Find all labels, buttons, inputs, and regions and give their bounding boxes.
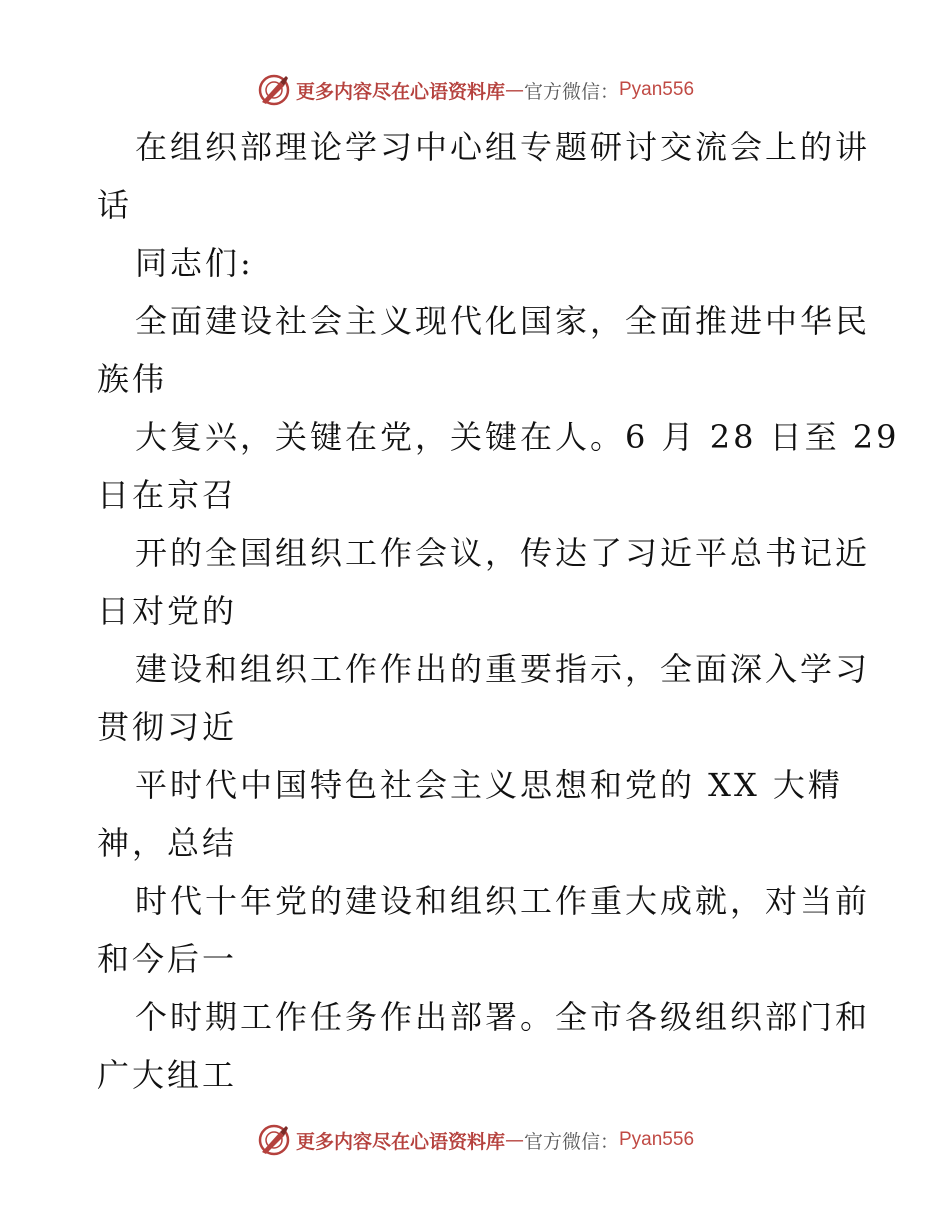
text-line: 和今后一 <box>97 940 238 978</box>
pen-logo-icon <box>256 72 292 108</box>
banner-separator: — <box>504 79 524 101</box>
text-line: 平时代中国特色社会主义思想和党的 XX 大精 <box>135 766 843 804</box>
text-line: 在组织部理论学习中心组专题研讨交流会上的讲 <box>135 128 871 166</box>
text-line: 日在京召 <box>97 476 238 514</box>
pen-logo-icon <box>256 1122 292 1158</box>
text-line: 广大组工 <box>97 1056 238 1094</box>
banner-wechat-label: 官方微信： <box>523 80 619 103</box>
banner-title: 更多内容尽在心语资料库 <box>295 1130 505 1153</box>
text-line: 全面建设社会主义现代化国家，全面推进中华民 <box>135 302 871 340</box>
banner-separator: — <box>504 1129 524 1151</box>
footer-watermark-banner <box>0 1120 950 1160</box>
text-line: 个时期工作任务作出部署。全市各级组织部门和 <box>135 998 871 1036</box>
text-line: 神，总结 <box>97 824 238 862</box>
banner-wechat-id: Pyan556 <box>619 79 695 100</box>
banner-title: 更多内容尽在心语资料库 <box>295 80 505 103</box>
banner-wechat-label: 官方微信： <box>523 1130 619 1153</box>
document-body <box>97 118 900 1104</box>
header-watermark-banner <box>0 70 950 110</box>
text-line: 开的全国组织工作会议，传达了习近平总书记近 <box>135 534 871 572</box>
text-line: 同志们: <box>135 244 254 282</box>
banner-wechat-id: Pyan556 <box>619 1129 695 1150</box>
text-line: 话 <box>97 186 133 224</box>
text-line: 建设和组织工作作出的重要指示，全面深入学习 <box>135 650 871 688</box>
text-line: 族伟 <box>97 360 168 398</box>
text-line: 贯彻习近 <box>97 708 238 746</box>
text-line: 大复兴，关键在党，关键在人。6 月 28 日至 29 <box>135 418 900 456</box>
text-line: 日对党的 <box>97 592 238 630</box>
text-line: 时代十年党的建设和组织工作重大成就，对当前 <box>135 882 871 920</box>
